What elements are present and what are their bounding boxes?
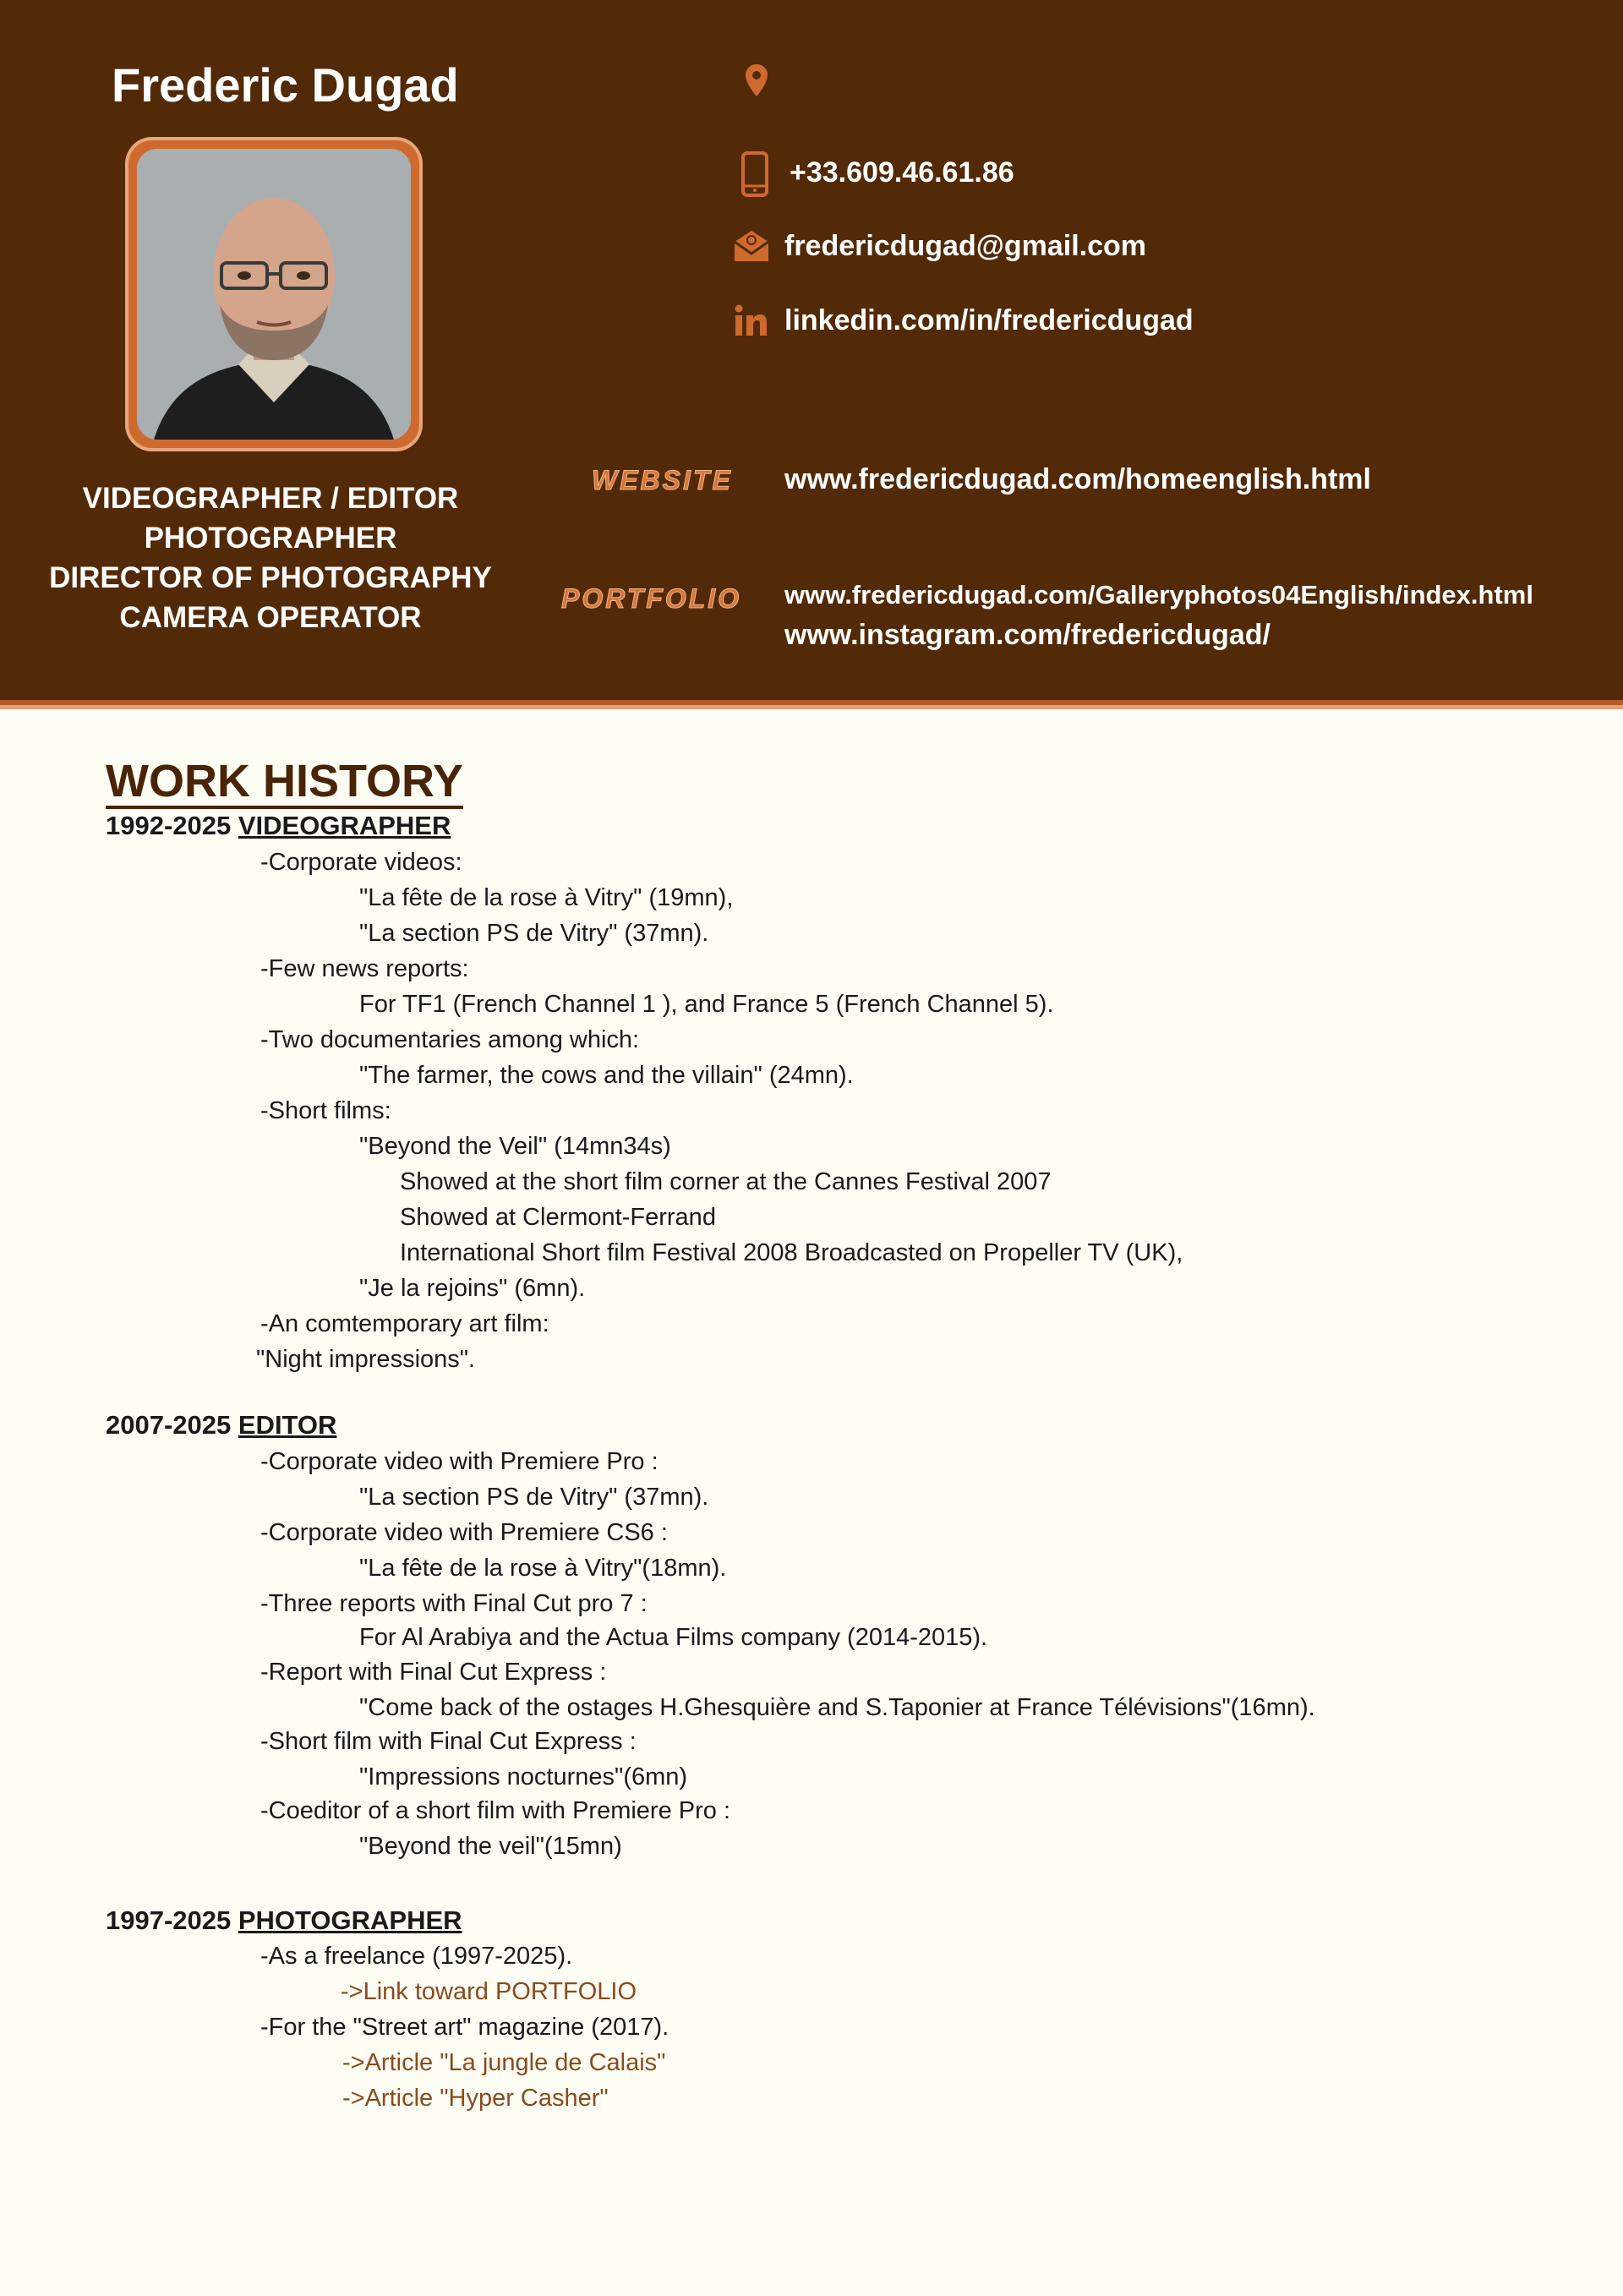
list-item: "Impressions nocturnes"(6mn)	[359, 1763, 688, 1790]
linkedin-url[interactable]: linkedin.com/in/fredericdugad	[784, 304, 1194, 336]
list-item: "The farmer, the cows and the villain" (24mn).	[359, 1062, 854, 1089]
list-item: -As a freelance (1997-2025).	[260, 1943, 573, 1970]
job-role: PHOTOGRAPHER	[238, 1905, 462, 1935]
list-item: -Coeditor of a short film with Premiere Pro :	[260, 1797, 731, 1824]
website-label: WEBSITE	[592, 465, 733, 495]
title-line: VIDEOGRAPHER / EDITOR	[82, 482, 459, 515]
list-item: For Al Arabiya and the Actua Films company (2014-2015).	[359, 1624, 988, 1651]
profile-photo-frame	[125, 137, 423, 451]
list-item: "La fête de la rose à Vitry"(18mn).	[359, 1555, 727, 1582]
portrait-illustration	[137, 149, 411, 440]
list-item: "Beyond the Veil" (14mn34s)	[359, 1133, 671, 1160]
list-item: -Corporate video with Premiere Pro :	[260, 1448, 658, 1475]
linkedin-icon	[734, 304, 768, 336]
job-years: 1997-2025	[106, 1905, 232, 1935]
job-years: 2007-2025	[106, 1410, 232, 1440]
list-item: For TF1 (French Channel 1 ), and France 5 (French Channel 5).	[359, 991, 1054, 1018]
list-item: "La fête de la rose à Vitry" (19mn),	[359, 884, 734, 911]
list-item: -An comtemporary art film:	[260, 1310, 549, 1337]
portfolio-link[interactable]: ->Link toward PORTFOLIO	[341, 1978, 637, 2005]
title-line: DIRECTOR OF PHOTOGRAPHY	[49, 561, 492, 594]
list-item: -Short films:	[260, 1097, 391, 1124]
job-years: 1992-2025	[106, 811, 232, 840]
phone-number[interactable]: +33.609.46.61.86	[790, 156, 1014, 189]
instagram-url[interactable]: www.instagram.com/fredericdugad/	[784, 619, 1271, 651]
website-url[interactable]: www.fredericdugad.com/homeenglish.html	[784, 463, 1371, 495]
job-editor	[106, 1408, 336, 1442]
professional-titles	[34, 478, 507, 637]
list-item: -Corporate video with Premiere CS6 :	[260, 1519, 668, 1546]
job-role: VIDEOGRAPHER	[238, 811, 451, 840]
job-role: EDITOR	[238, 1410, 337, 1440]
list-item: "La section PS de Vitry" (37mn).	[359, 1484, 709, 1511]
list-item: "Beyond the veil"(15mn)	[359, 1833, 622, 1860]
list-item: "La section PS de Vitry" (37mn).	[359, 920, 709, 947]
article-link-hyper-casher[interactable]: ->Article "Hyper Casher"	[342, 2085, 609, 2112]
job-photographer	[106, 1904, 462, 1938]
email-address[interactable]: fredericdugad@gmail.com	[784, 230, 1147, 262]
title-line: PHOTOGRAPHER	[144, 522, 397, 555]
list-item: -Three reports with Final Cut pro 7 :	[260, 1590, 648, 1617]
list-item: -Few news reports:	[260, 955, 469, 982]
list-item: "Night impressions".	[256, 1346, 476, 1373]
list-item: -Two documentaries among which:	[260, 1026, 640, 1053]
portfolio-url[interactable]: www.fredericdugad.com/Galleryphotos04English/index.html	[784, 580, 1533, 610]
list-item: "Je la rejoins" (6mn).	[359, 1275, 586, 1302]
phone-icon	[740, 150, 769, 198]
header-divider-light	[0, 705, 1623, 709]
work-history-heading: WORK HISTORY	[106, 757, 463, 809]
list-item: Showed at Clermont-Ferrand	[400, 1204, 716, 1231]
list-item: -For the "Street art" magazine (2017).	[260, 2014, 669, 2041]
list-item: Showed at the short film corner at the Cannes Festival 2007	[400, 1168, 1052, 1195]
list-item: "Come back of the ostages H.Ghesquière and S.Taponier at France Télévisions"(16mn).	[359, 1694, 1315, 1721]
list-item: -Short film with Final Cut Express :	[260, 1728, 637, 1755]
location-pin-icon	[744, 63, 769, 98]
profile-photo	[137, 149, 411, 440]
email-envelope-icon	[732, 228, 771, 264]
list-item: International Short film Festival 2008 Broadcasted on Propeller TV (UK),	[400, 1239, 1183, 1266]
title-line: CAMERA OPERATOR	[119, 601, 422, 634]
job-videographer	[106, 809, 451, 843]
list-item: -Corporate videos:	[260, 849, 462, 876]
article-link-calais[interactable]: ->Article "La jungle de Calais"	[342, 2049, 666, 2076]
candidate-name: Frederic Dugad	[112, 58, 459, 112]
portfolio-label: PORTFOLIO	[561, 583, 742, 614]
list-item: -Report with Final Cut Express :	[260, 1659, 607, 1686]
